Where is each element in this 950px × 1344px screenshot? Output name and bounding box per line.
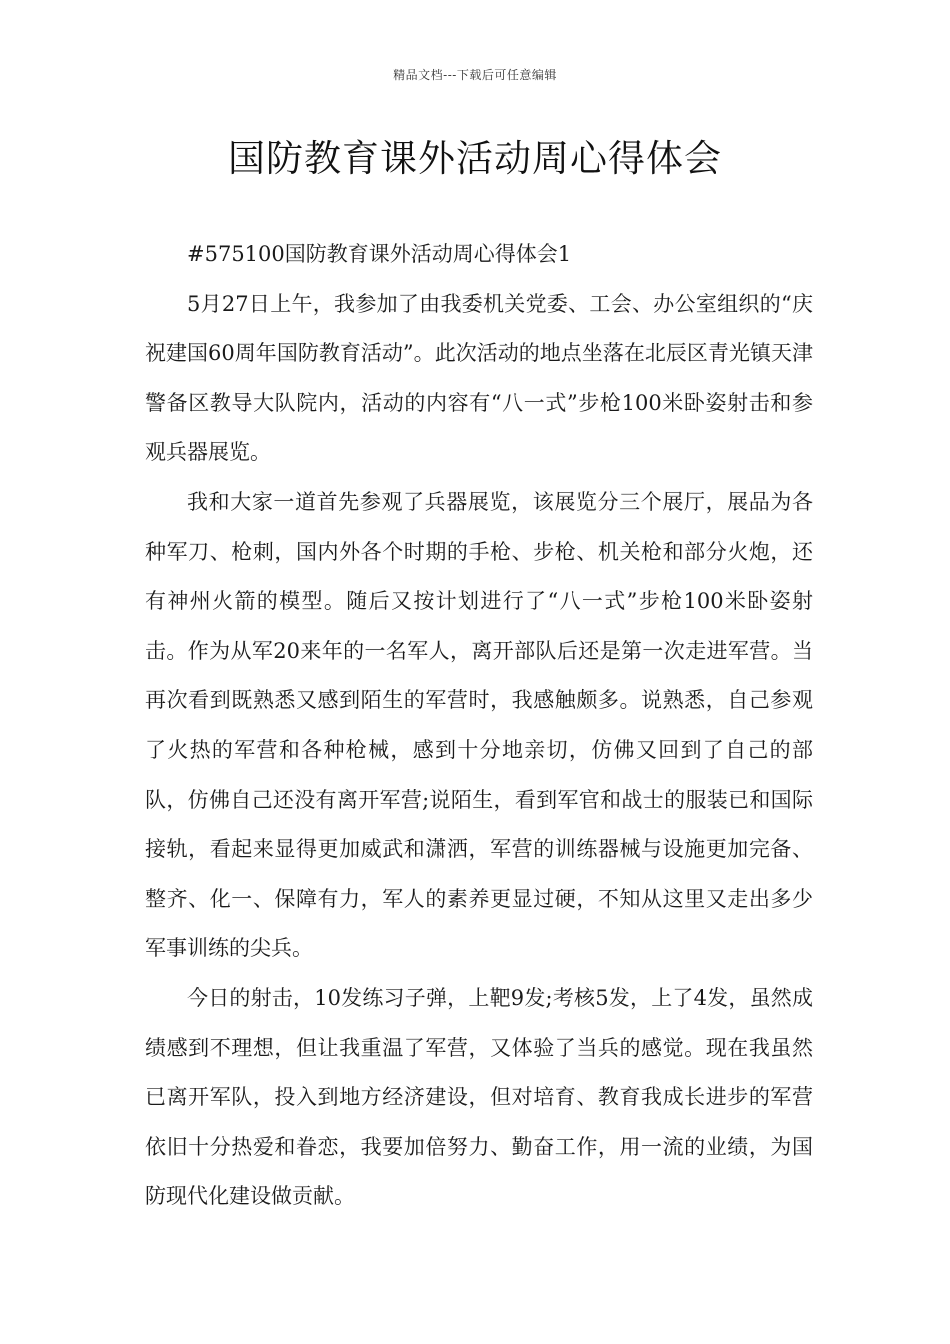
paragraph-heading: #575100国防教育课外活动周心得体会1 <box>187 242 572 266</box>
paragraph: 我和大家一道首先参观了兵器展览，该展览分三个展厅，展品为各种军刀、枪刺，国内外各个时期的手枪、步枪、机关枪和部分火炮，还有神州火箭的模型。随后又按计划进行了“八一式”步枪100米卧姿射击。作为从军20来年的一名军人，离开部队后还是第一次走进军营。当再次看到既熟悉又感到陌生的军营时，我感触颇多。说熟悉，自己参观了火热的军营和各种枪械，感到十分地亲切，仿佛又回到了自己的部队，仿佛自己还没有离开军营;说陌生，看到军官和战士的服装已和国际接轨，看起来显得更加威武和潇洒，军营的训练器械与设施更加完备、整齐、化一、保障有力，军人的素养更显过硬，不知从这里又走出多少军事训练的尖兵。 <box>145 489 813 961</box>
paragraph: 5月27日上午，我参加了由我委机关党委、工会、办公室组织的“庆祝建国60周年国防教育活动”。此次活动的地点坐落在北辰区青光镇天津警备区教导大队院内，活动的内容有“八一式”步枪100米卧姿射击和参观兵器展览。 <box>145 291 813 465</box>
header-note: 精品文档---下载后可任意编辑 <box>393 68 557 82</box>
document-title: 国防教育课外活动周心得体会 <box>228 137 722 180</box>
document-body <box>145 230 813 1222</box>
paragraph: 今日的射击，10发练习子弹，上靶9发;考核5发，上了4发，虽然成绩感到不理想，但让我重温了军营，又体验了当兵的感觉。现在我虽然已离开军队，投入到地方经济建设，但对培育、教育我成长进步的军营依旧十分热爱和眷恋，我要加倍努力、勤奋工作，用一流的业绩，为国防现代化建设做贡献。 <box>145 985 813 1209</box>
